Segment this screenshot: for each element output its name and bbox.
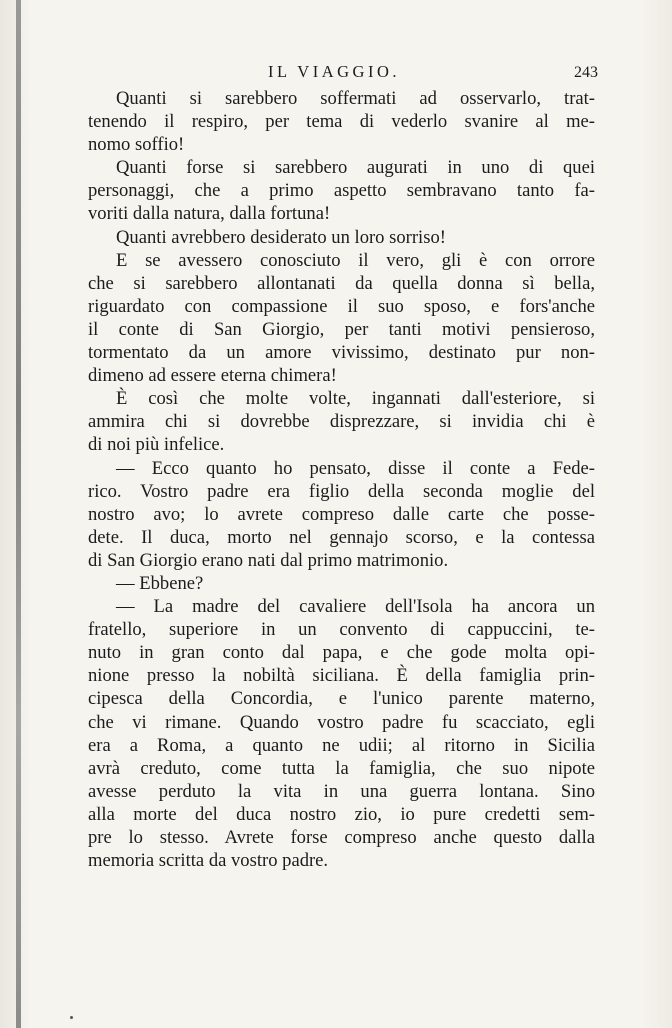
text-line: — La madre del cavaliere dell'Isola ha ancora un [116,596,595,618]
text-line: avesse perduto la vita in una guerra lontana. Sino [88,780,595,802]
text-line: — Ecco quanto ho pensato, disse il conte a Fede- [116,457,595,479]
binding-edge [16,0,21,1028]
text-line: tormentato da un amore vivissimo, destinato pur non- [88,342,595,364]
text-line: Quanti forse si sarebbero augurati in uno di quei [116,157,595,179]
page-header [88,62,598,86]
text-line: memoria scritta da vostro padre. [88,850,329,872]
text-line: Quanti avrebbero desiderato un loro sorriso! [116,226,446,248]
text-line: che vi rimane. Quando vostro padre fu scacciato, egli [88,711,595,733]
text-line: rico. Vostro padre era figlio della seconda moglie del [88,480,595,502]
text-line: nomo soffio! [88,134,185,156]
text-line: avrà creduto, come tutta la famiglia, che suo nipote [88,757,595,779]
text-line: nostro avo; lo avrete compreso dalle carte che posse- [88,503,595,525]
paper-speck [70,1016,73,1019]
text-line: cipesca della Concordia, e l'unico parente materno, [88,688,595,710]
text-line: nione presso la nobiltà siciliana. È della famiglia prin- [88,665,595,687]
text-line: che si sarebbero allontanati da quella donna sì bella, [88,272,595,294]
body-text [88,87,595,872]
text-line: dete. Il duca, morto nel gennajo scorso, e la contessa [88,526,595,548]
text-line: riguardato con compassione il suo sposo, e fors'anche [88,295,595,317]
text-line: il conte di San Giorgio, per tanti motivi pensieroso, [88,318,595,340]
text-line: E se avessero conosciuto il vero, gli è con orrore [116,249,595,271]
text-line: È così che molte volte, ingannati dall'esteriore, si [116,388,595,410]
text-line: alla morte del duca nostro zio, io pure credetti sem- [88,803,595,825]
text-line: — Ebbene? [116,572,204,594]
text-line: fratello, superiore in un convento di cappuccini, te- [88,619,595,641]
text-line: di noi più infelice. [88,434,225,456]
text-line: ammira chi si dovrebbe disprezzare, si invidia chi è [88,411,595,433]
text-line: nuto in gran conto dal papa, e che gode molta opi- [88,642,595,664]
text-line: tenendo il respiro, per tema di vederlo svanire al me- [88,111,595,133]
running-title: IL VIAGGIO. [268,62,400,81]
text-line: Quanti si sarebbero soffermati ad osservarlo, trat- [116,88,595,109]
text-line: voriti dalla natura, dalla fortuna! [88,203,331,225]
text-line: personaggi, che a primo aspetto sembravano tanto fa- [88,180,595,202]
text-line: era a Roma, a quanto ne udii; al ritorno in Sicilia [88,734,595,756]
text-line: pre lo stesso. Avrete forse compreso anche questo dalla [88,827,595,848]
text-line: dimeno ad essere eterna chimera! [88,365,337,387]
text-line: di San Giorgio erano nati dal primo matrimonio. [88,549,449,571]
page-number: 243 [574,64,598,81]
